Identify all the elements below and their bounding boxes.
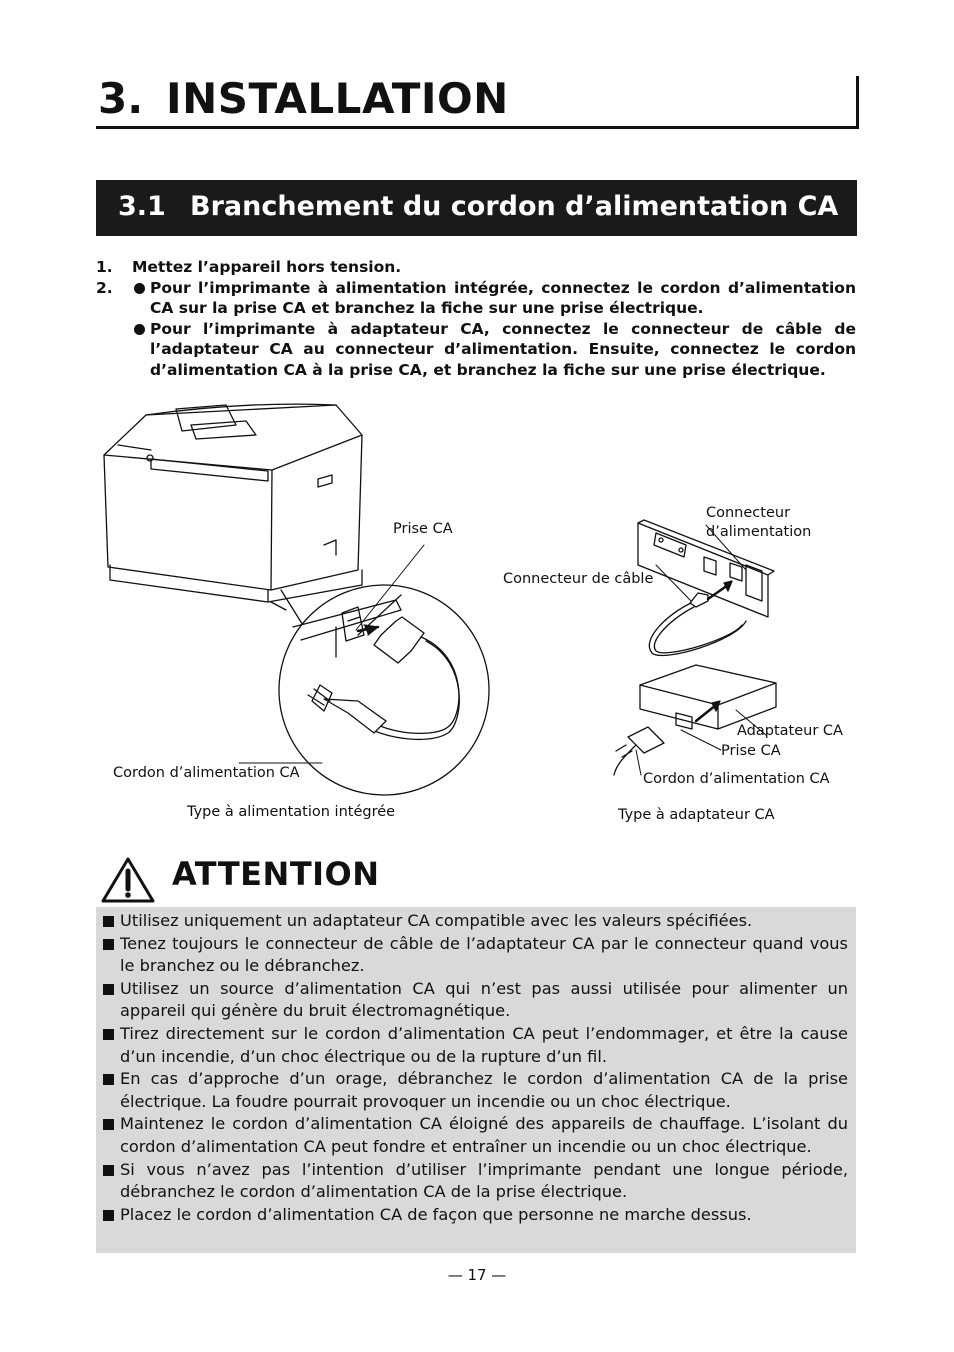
label-cord-adapter: Cordon d’alimentation CA — [643, 771, 830, 787]
attention-box — [96, 907, 856, 1253]
square-bullet-icon — [103, 916, 114, 927]
section-heading-bar — [96, 180, 857, 236]
installation-figure — [96, 395, 856, 840]
step-2 — [96, 278, 856, 381]
bullet-text: Pour l’imprimante à alimentation intégrée, connectez le cordon d’alimentation CA sur la prise CA et branchez la fiche sur une prise électrique. — [150, 278, 856, 317]
instruction-steps — [96, 257, 856, 380]
label-adapter: Adaptateur CA — [737, 723, 843, 739]
attention-item-text: Placez le cordon d’alimentation CA de façon que personne ne marche dessus. — [120, 1204, 752, 1224]
attention-item-text: Tenez toujours le connecteur de câble de l’adaptateur CA par le connecteur quand vous le branchez ou le débranchez. — [120, 933, 848, 976]
chapter-heading — [96, 76, 859, 129]
label-outlet-integrated: Prise CA — [393, 521, 453, 537]
label-cable-connector: Connecteur de câble — [503, 571, 654, 587]
chapter-title: INSTALLATION — [166, 74, 509, 123]
section-number: 3.1 — [118, 191, 166, 222]
attention-list — [102, 910, 848, 1226]
label-power-connector: Connecteur d’alimentation — [706, 505, 812, 540]
caption-integrated: Type à alimentation intégrée — [187, 804, 396, 820]
printer-illustration — [104, 404, 362, 602]
attention-item — [102, 978, 848, 1023]
attention-item — [102, 1068, 848, 1113]
attention-item — [102, 933, 848, 978]
step-1 — [96, 257, 856, 278]
page-number: — 17 — — [447, 1266, 507, 1284]
square-bullet-icon — [103, 1029, 114, 1040]
square-bullet-icon — [103, 1119, 114, 1130]
square-bullet-icon — [103, 1165, 114, 1176]
attention-item-text: Si vous n’avez pas l’intention d’utiliser l’imprimante pendant une longue période, débranchez le cordon d’alimentation CA de la prise électrique. — [120, 1159, 848, 1202]
label-outlet-adapter: Prise CA — [721, 743, 781, 759]
attention-item — [102, 1159, 848, 1204]
step-2-bullet-integrated — [132, 278, 856, 319]
attention-item-text: Maintenez le cordon d’alimentation CA éloigné des appareils de chauffage. L’isolant du cordon d’alimentation CA peut fondre et entraîner un incendie ou un choc électrique. — [120, 1114, 848, 1156]
attention-item — [102, 1204, 848, 1227]
attention-item — [102, 1113, 848, 1158]
attention-item-text: Utilisez uniquement un adaptateur CA compatible avec les valeurs spécifiées. — [120, 911, 753, 930]
step-text: Mettez l’appareil hors tension. — [132, 258, 402, 276]
bullet-dot-icon — [134, 324, 145, 335]
attention-title: ATTENTION — [172, 855, 380, 893]
warning-triangle-icon — [100, 852, 156, 908]
square-bullet-icon — [103, 1074, 114, 1085]
square-bullet-icon — [103, 984, 114, 995]
attention-item-text: Utilisez un source d’alimentation CA qui n’est pas aussi utilisée pour alimenter un appareil qui génère du bruit électromagnétique. — [120, 978, 848, 1021]
attention-item-text: En cas d’approche d’un orage, débranchez le cordon d’alimentation CA de la prise électrique. La foudre pourrait provoquer un incendie ou un choc électrique. — [120, 1069, 848, 1111]
step-number: 1. — [96, 258, 113, 276]
step-2-bullet-adapter — [132, 319, 856, 381]
square-bullet-icon — [103, 1210, 114, 1221]
bullet-text: Pour l’imprimante à adaptateur CA, connectez le connecteur de câble de l’adaptateur CA au connecteur d’alimentation. Ensuite, connectez le cordon d’alimentation CA à la prise CA, et branchez la fiche sur une prise électrique. — [150, 319, 856, 379]
step-number: 2. — [96, 278, 113, 297]
attention-item-text: Tirez directement sur le cordon d’alimentation CA peut l’endommager, et être la cause d’un incendie, d’un choc électrique ou de la rupture d’un fil. — [120, 1023, 848, 1066]
bullet-dot-icon — [134, 283, 145, 294]
label-cord-integrated: Cordon d’alimentation CA — [113, 765, 300, 781]
section-title: Branchement du cordon d’alimentation CA — [190, 191, 839, 222]
chapter-number: 3. — [98, 74, 144, 123]
square-bullet-icon — [103, 939, 114, 950]
attention-item — [102, 910, 848, 933]
caption-adapter: Type à adaptateur CA — [618, 807, 775, 823]
attention-item — [102, 1023, 848, 1068]
